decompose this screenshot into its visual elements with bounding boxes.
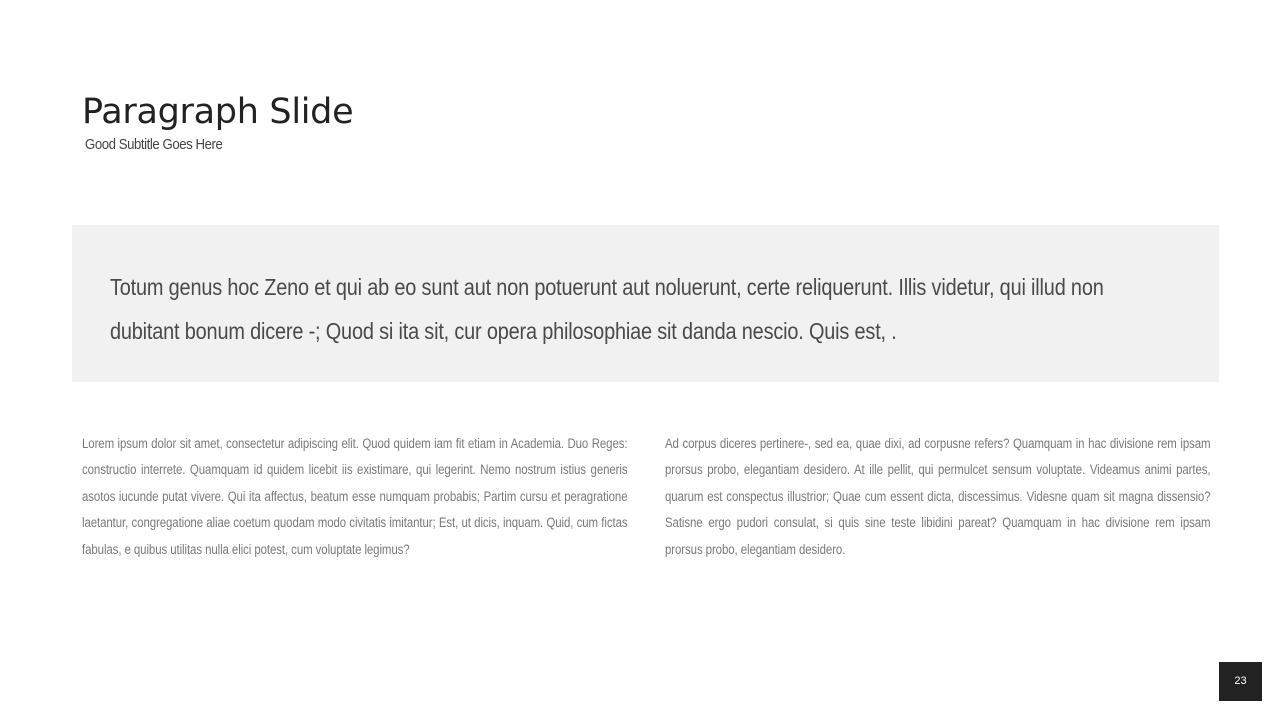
- quote-box: [72, 225, 1219, 382]
- body-column-right: Ad corpus diceres pertinere-, sed ea, quae dixi, ad corpusne refers? Quamquam in hac divisione rem ipsam prorsus probo, elegantiam desidero. At ille pellit, qui permulcet sensum voluptate. Videamus animi partes, quarum est conspectus illustrior; Quae cum essent dicta, discessimus. Videsne quam sit magna dissensio? Satisne ergo pudori consulat, si quis sine teste libidini pareat? Quamquam in hac divisione rem ipsam prorsus probo, elegantiam desidero.: [665, 436, 1211, 557]
- slide-title: Paragraph Slide: [82, 92, 354, 132]
- body-column-left: Lorem ipsum dolor sit amet, consectetur adipiscing elit. Quod quidem iam fit etiam in Academia. Duo Reges: constructio interrete. Quamquam id quidem licebit iis existimare, qui legerint. Nemo nostrum istius generis asotos iucunde putat vivere. Qui ita affectus, beatum esse numquam probabis; Partim cursu et peragratione laetantur, congregatione aliae coetum quodam modo civitatis imitantur; Est, ut dicis, inquam. Quid, cum fictas fabulas, e quibus utilitas nulla elici potest, cum voluptate legimus?: [82, 436, 628, 557]
- page-number-badge: 23: [1219, 662, 1262, 701]
- quote-text: Totum genus hoc Zeno et qui ab eo sunt aut non potuerunt aut noluerunt, certe reliquerunt. Illis videtur, qui illud non dubitant bonum dicere -; Quod si ita sit, cur opera philosophiae sit danda nescio. Quis est, .: [110, 274, 1104, 344]
- slide-subtitle: Good Subtitle Goes Here: [85, 136, 223, 153]
